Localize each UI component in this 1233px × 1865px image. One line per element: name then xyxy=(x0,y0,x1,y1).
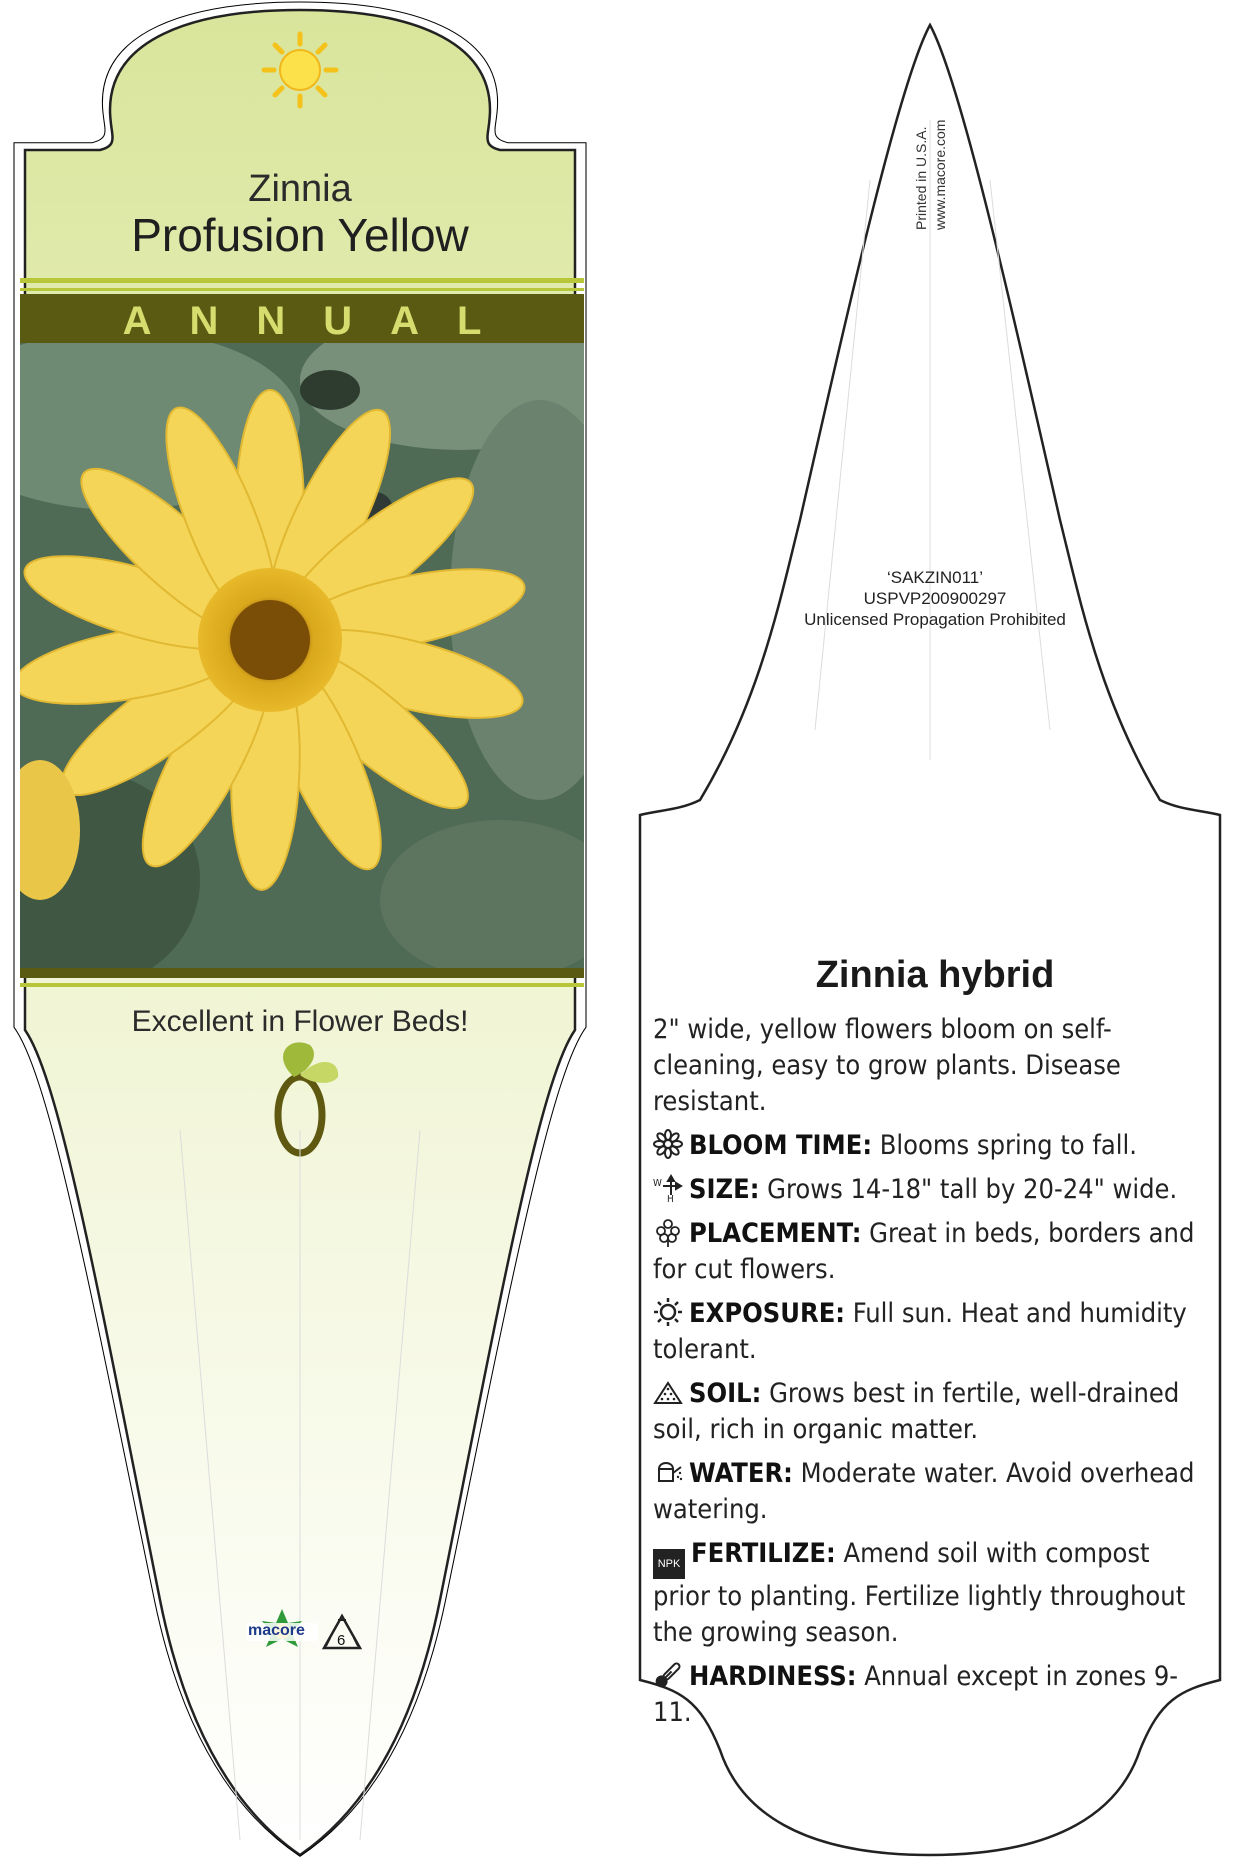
printed-in: Printed in U.S.A. xyxy=(913,126,929,230)
spec-text: Full sun. Heat and humidity tolerant. xyxy=(653,1298,1187,1365)
plant-type-label: ANNUAL xyxy=(122,299,520,343)
spec-exposure xyxy=(653,1296,1205,1368)
spec-text: Amend soil with compost prior to planting. Fertilize lightly throughout the growing season. xyxy=(653,1538,1186,1648)
spec-text: Grows best in fertile, well-drained soil, rich in organic matter. xyxy=(653,1378,1180,1445)
sun-icon xyxy=(653,1297,683,1327)
print-info xyxy=(912,10,972,230)
spec-text: Blooms spring to fall. xyxy=(879,1130,1138,1161)
spec-placement xyxy=(653,1216,1205,1288)
spec-water xyxy=(653,1456,1205,1528)
size-arrows-icon xyxy=(653,1173,683,1203)
flower-cluster-icon xyxy=(653,1217,683,1247)
npk-icon: NPK xyxy=(653,1549,685,1579)
thermometer-icon xyxy=(653,1660,683,1690)
spec-label: SIZE: xyxy=(689,1174,760,1205)
cultivar-code: ‘SAKZIN011’ xyxy=(886,568,984,587)
spec-text: Grows 14-18" tall by 20-24" wide. xyxy=(767,1174,1178,1205)
website: www.macore.com xyxy=(932,119,948,230)
spec-text: Annual except in zones 9-11. xyxy=(653,1661,1179,1728)
spec-text: Moderate water. Avoid overhead watering. xyxy=(653,1458,1195,1525)
macore-logo-text: macore xyxy=(248,1622,305,1639)
spec-label: WATER: xyxy=(689,1458,793,1489)
recycle-number: 6 xyxy=(337,1632,346,1649)
size-icon-h: H xyxy=(667,1194,674,1205)
spec-label: EXPOSURE: xyxy=(689,1298,846,1329)
spec-label: FERTILIZE: xyxy=(691,1538,836,1569)
macore-logo xyxy=(240,1607,365,1657)
botanical-name: Zinnia hybrid xyxy=(815,954,1055,996)
spec-hardiness xyxy=(653,1659,1205,1731)
plant-variety: Profusion Yellow xyxy=(131,209,469,261)
spec-size xyxy=(653,1172,1205,1208)
tagline: Excellent in Flower Beds! xyxy=(131,1005,469,1038)
soil-pile-icon xyxy=(653,1377,683,1407)
sun-icon xyxy=(264,34,336,106)
propagation-notice: Unlicensed Propagation Prohibited xyxy=(804,610,1066,629)
spec-fertilize xyxy=(653,1536,1205,1651)
flower-photo xyxy=(0,310,630,990)
spec-label: PLACEMENT: xyxy=(689,1218,862,1249)
spec-soil xyxy=(653,1376,1205,1448)
watering-can-icon xyxy=(653,1457,683,1487)
patent-number: USPVP200900297 xyxy=(863,589,1007,608)
patent-info xyxy=(700,567,1170,630)
spec-label: BLOOM TIME: xyxy=(689,1130,873,1161)
spec-label: HARDINESS: xyxy=(689,1661,857,1692)
care-info xyxy=(653,1012,1205,1739)
spec-label: SOIL: xyxy=(689,1378,762,1409)
spec-bloom-time xyxy=(653,1128,1205,1164)
flower-icon xyxy=(653,1129,683,1159)
plant-genus: Zinnia xyxy=(248,168,352,210)
description: 2" wide, yellow flowers bloom on self-cleaning, easy to grow plants. Disease resistant. xyxy=(653,1014,1121,1117)
size-icon-w: W xyxy=(653,1178,662,1189)
spec-text: Great in beds, borders and for cut flowers. xyxy=(653,1218,1195,1285)
front-tag xyxy=(0,2,630,1856)
